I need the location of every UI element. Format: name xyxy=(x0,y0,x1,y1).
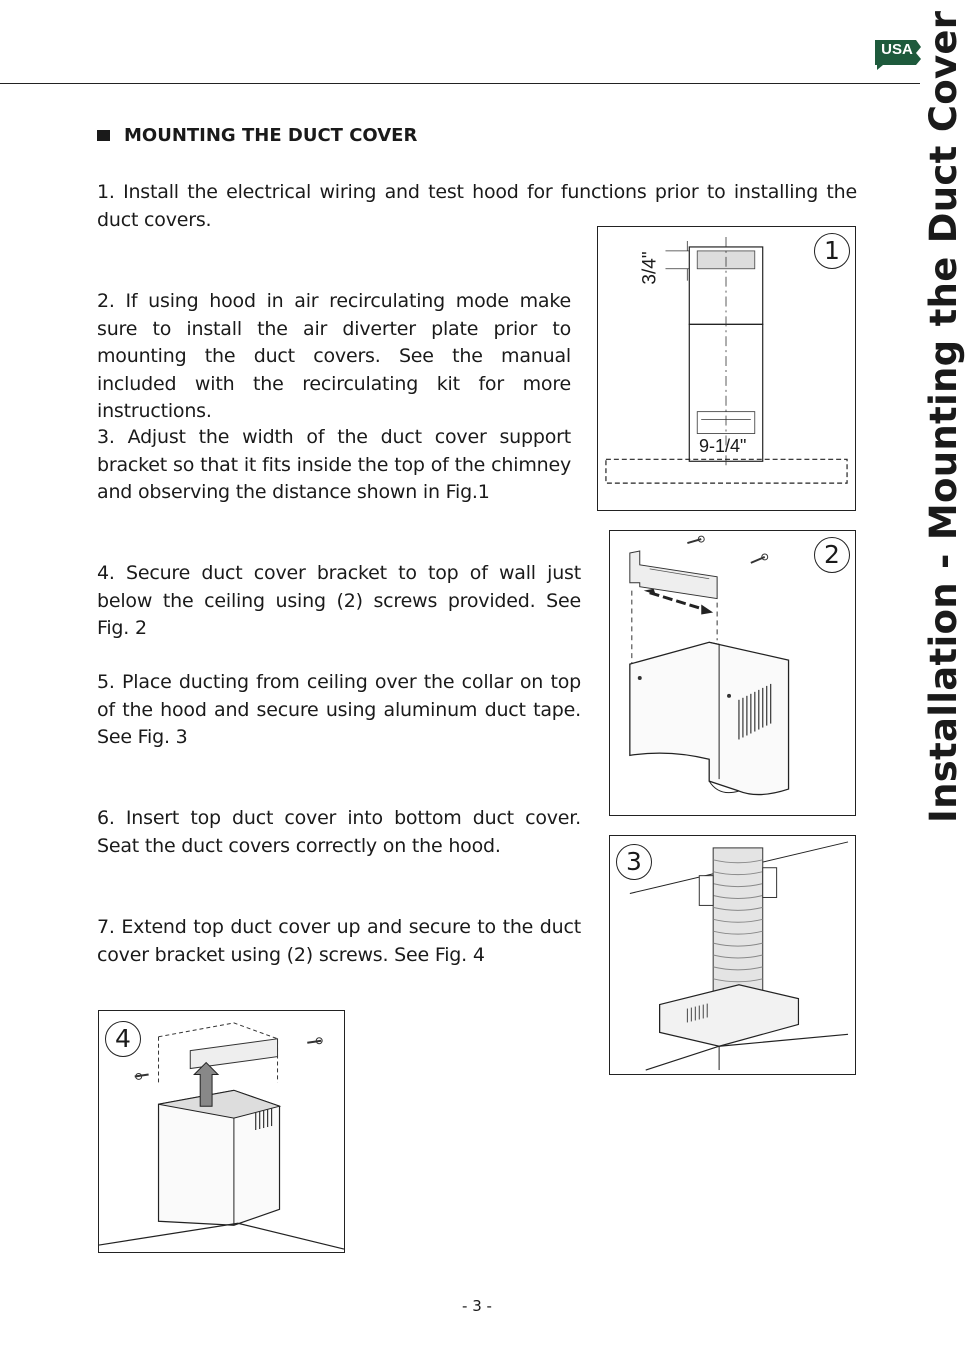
figure-3-number: 3 xyxy=(616,844,652,880)
step-6: 6. Insert top duct cover into bottom duct cover. Seat the duct covers correctly on the hood. xyxy=(97,807,581,857)
side-title-text: Installation - Mounting the Duct Cover xyxy=(922,10,965,823)
vertical-dimension-label: 3/4" xyxy=(639,251,661,285)
square-bullet-icon xyxy=(97,130,110,141)
step-2: 2. If using hood in air recirculating mode make sure to install the air diverter plate prior to mounting the duct covers. See the manual included with the recirculating kit for more instructions. xyxy=(97,290,571,422)
section-heading-text: MOUNTING THE DUCT COVER xyxy=(124,125,418,146)
usa-label: USA xyxy=(881,41,913,58)
bracket-mounting-diagram xyxy=(610,531,855,815)
figure-3 xyxy=(609,835,856,1075)
section-heading xyxy=(97,125,417,146)
header-rule xyxy=(0,83,920,84)
step-4: 4. Secure duct cover bracket to top of wall just below the ceiling using (2) screws provided. See Fig. 2 xyxy=(97,562,581,639)
step-5: 5. Place ducting from ceiling over the collar on top of the hood and secure using aluminum duct tape. See Fig. 3 xyxy=(97,671,581,748)
figure-2-number: 2 xyxy=(814,537,850,573)
figure-2 xyxy=(609,530,856,816)
chimney-bracket-diagram xyxy=(598,227,855,510)
step-7: 7. Extend top duct cover up and secure to the duct cover bracket using (2) screws. See Fig. 4 xyxy=(97,916,581,966)
usa-badge xyxy=(875,38,921,68)
horizontal-dimension-label: 9-1/4" xyxy=(699,436,747,456)
step-3: 3. Adjust the width of the duct cover support bracket so that it fits inside the top of the chimney and observing the distance shown in Fig.1 xyxy=(97,426,571,503)
figure-1-number: 1 xyxy=(814,233,850,269)
step-1: 1. Install the electrical wiring and test hood for functions prior to installing the duct covers. xyxy=(97,181,857,231)
figure-1 xyxy=(597,226,856,511)
page-number: - 3 - xyxy=(462,1297,492,1315)
figure-4 xyxy=(98,1010,345,1253)
figure-4-number: 4 xyxy=(105,1021,141,1057)
